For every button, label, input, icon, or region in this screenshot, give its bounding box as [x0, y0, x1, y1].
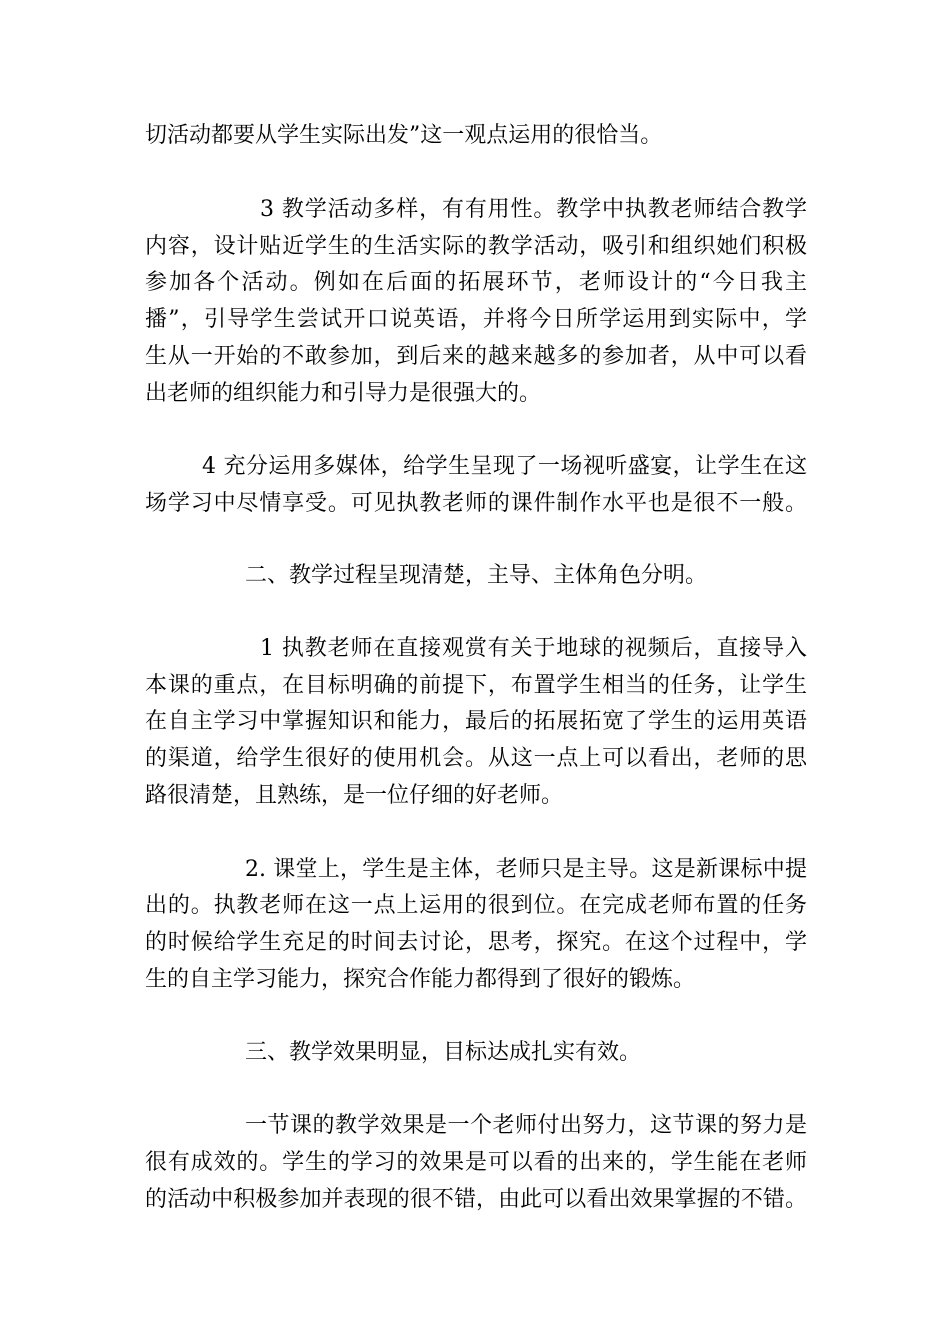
- text-line: 出的。执教老师在这一点上运用的很到位。在完成老师布置的任务: [145, 893, 807, 918]
- text-line: 生的自主学习能力，探究合作能力都得到了很好的锻炼。: [145, 967, 696, 992]
- text-line: 3 教学活动多样，有有用性。教学中执教老师结合教学: [260, 197, 807, 222]
- text-line: 本课的重点，在目标明确的前提下，布置学生相当的任务，让学生: [145, 673, 807, 698]
- heading-text: 三、教学效果明显，目标达成扎实有效。: [245, 1040, 642, 1065]
- heading-text: 二、教学过程呈现清楚，主导、主体角色分明。: [245, 563, 708, 588]
- text-line: 切活动都要从学生实际出发”这一观点运用的很恰当。: [145, 123, 663, 148]
- text-line: 2. 课堂上，学生是主体，老师只是主导。这是新课标中提: [245, 857, 807, 882]
- text-line: 在自主学习中掌握知识和能力，最后的拓展拓宽了学生的运用英语: [145, 709, 807, 734]
- text-line: 内容，设计贴近学生的生活实际的教学活动，吸引和组织她们积极: [145, 234, 807, 259]
- text-line: 出老师的组织能力和引导力是很强大的。: [145, 381, 542, 406]
- text-line: 场学习中尽情享受。可见执教老师的课件制作水平也是很不一般。: [145, 491, 807, 516]
- text-line: 1 执教老师在直接观赏有关于地球的视频后，直接导入: [260, 636, 807, 661]
- text-line: 路很清楚，且熟练，是一位仔细的好老师。: [145, 783, 564, 808]
- text-line: 的活动中积极参加并表现的很不错，由此可以看出效果掌握的不错。: [145, 1187, 807, 1212]
- text-line: 的时候给学生充足的时间去讨论，思考，探究。在这个过程中，学: [145, 930, 807, 955]
- text-line: 很有成效的。学生的学习的效果是可以看的出来的，学生能在老师: [145, 1150, 807, 1175]
- text-line: 4 充分运用多媒体，给学生呈现了一场视听盛宴，让学生在这: [202, 454, 807, 479]
- text-line: 播”，引导学生尝试开口说英语，并将今日所学运用到实际中，学: [145, 307, 807, 332]
- text-line: 一节课的教学效果是一个老师付出努力，这节课的努力是: [245, 1113, 807, 1138]
- text-line: 生从一开始的不敢参加，到后来的越来越多的参加者，从中可以看: [145, 344, 807, 369]
- text-line: 的渠道，给学生很好的使用机会。从这一点上可以看出，老师的思: [145, 746, 807, 771]
- text-line: 参加各个活动。例如在后面的拓展环节，老师设计的“今日我主: [145, 270, 807, 295]
